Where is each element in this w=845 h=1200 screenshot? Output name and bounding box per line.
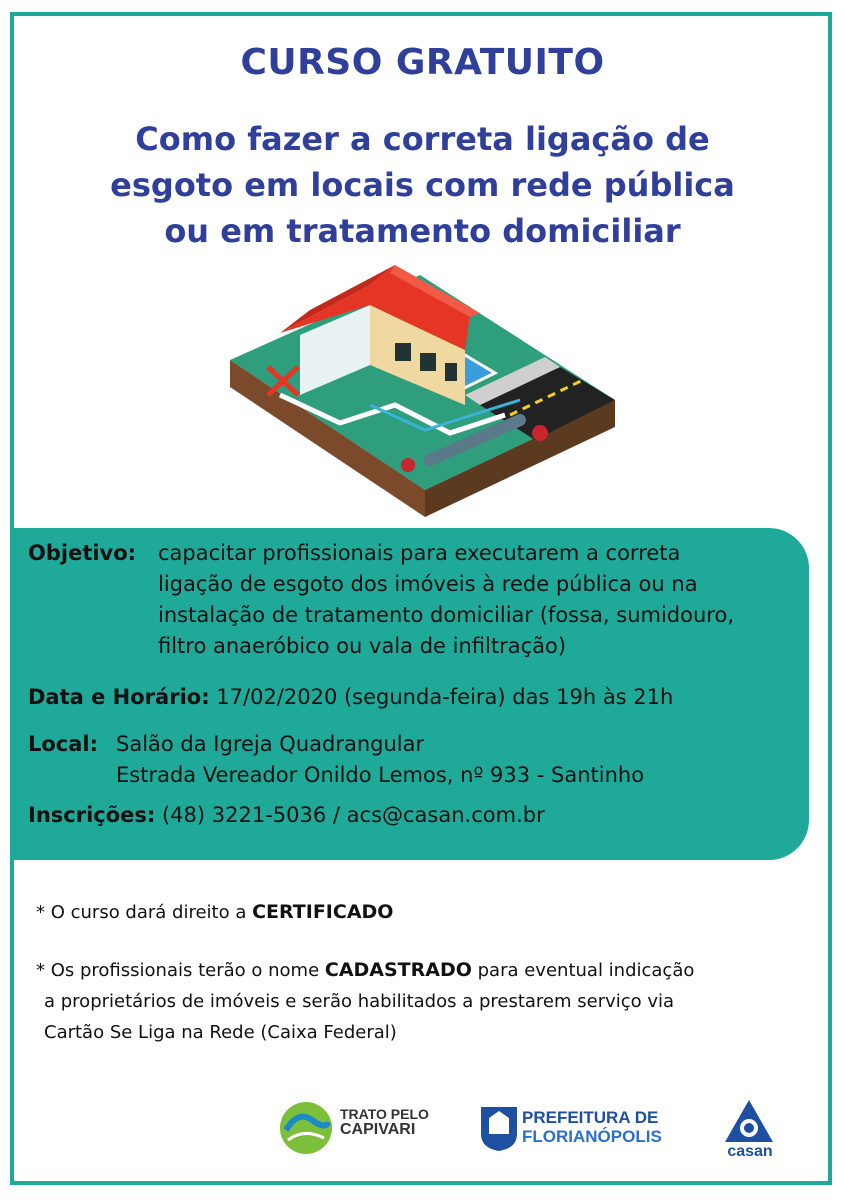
local-line-1: Salão da Igreja Quadrangular	[116, 732, 425, 756]
objetivo-text	[158, 538, 734, 662]
subtitle-line-2: esgoto em locais com rede pública	[110, 166, 735, 204]
data-value: 17/02/2020 (segunda-feira) das 19h às 21h	[216, 685, 674, 709]
note-certificado	[36, 897, 393, 928]
objetivo-line-2: ligação de esgoto dos imóveis à rede pública ou na	[158, 572, 698, 596]
local-label: Local:	[28, 732, 99, 756]
data-label: Data e Horário:	[28, 685, 210, 709]
objetivo-line-3: instalação de tratamento domiciliar (fossa, sumidouro,	[158, 603, 734, 627]
objetivo-line-4: filtro anaeróbico ou vala de infiltração)	[158, 634, 567, 658]
house-sewage-illustration	[220, 255, 620, 520]
objetivo-label: Objetivo:	[28, 541, 137, 565]
trato-capivari-logo-icon	[278, 1100, 334, 1156]
note-cadastrado	[36, 955, 694, 1048]
note1-bold: CERTIFICADO	[252, 901, 394, 923]
objetivo-row	[28, 538, 136, 569]
trato-line1: TRATO PELO	[340, 1106, 429, 1122]
note2-bold: CADASTRADO	[324, 959, 472, 981]
note1-prefix: * O curso dará direito a	[36, 902, 253, 923]
local-line-2: Estrada Vereador Onildo Lemos, nº 933 - Santinho	[116, 763, 645, 787]
trato-line2: CAPIVARI	[340, 1121, 416, 1138]
note2-line2: a proprietários de imóveis e serão habilitados a prestarem serviço via	[44, 991, 675, 1012]
local-row	[28, 729, 98, 760]
prefeitura-line2: FLORIANÓPOLIS	[522, 1127, 662, 1146]
note2-line3: Cartão Se Liga na Rede (Caixa Federal)	[44, 1022, 397, 1043]
prefeitura-logo	[522, 1108, 662, 1146]
casan-logo-icon	[723, 1098, 775, 1144]
subtitle-line-3: ou em tratamento domiciliar	[164, 212, 681, 250]
data-row	[28, 682, 673, 713]
casan-logo: casan	[727, 1143, 773, 1160]
trato-capivari-logo	[340, 1106, 429, 1138]
inscricoes-row	[28, 800, 545, 831]
objetivo-line-1: capacitar profissionais para executarem a correta	[158, 541, 681, 565]
note2-suffix: para eventual indicação	[471, 960, 695, 981]
inscricoes-label: Inscrições:	[28, 803, 156, 827]
subtitle-line-1: Como fazer a correta ligação de	[135, 120, 710, 158]
logos-bar	[0, 1098, 845, 1168]
inscricoes-value[interactable]: (48) 3221-5036 / acs@casan.com.br	[161, 803, 545, 827]
page-title: CURSO GRATUITO	[240, 42, 605, 83]
prefeitura-line1: PREFEITURA DE	[522, 1108, 659, 1127]
page-subtitle	[60, 116, 785, 254]
note2-prefix: * Os profissionais terão o nome	[36, 960, 325, 981]
florianopolis-crest-icon	[478, 1104, 520, 1152]
local-text	[116, 729, 644, 791]
